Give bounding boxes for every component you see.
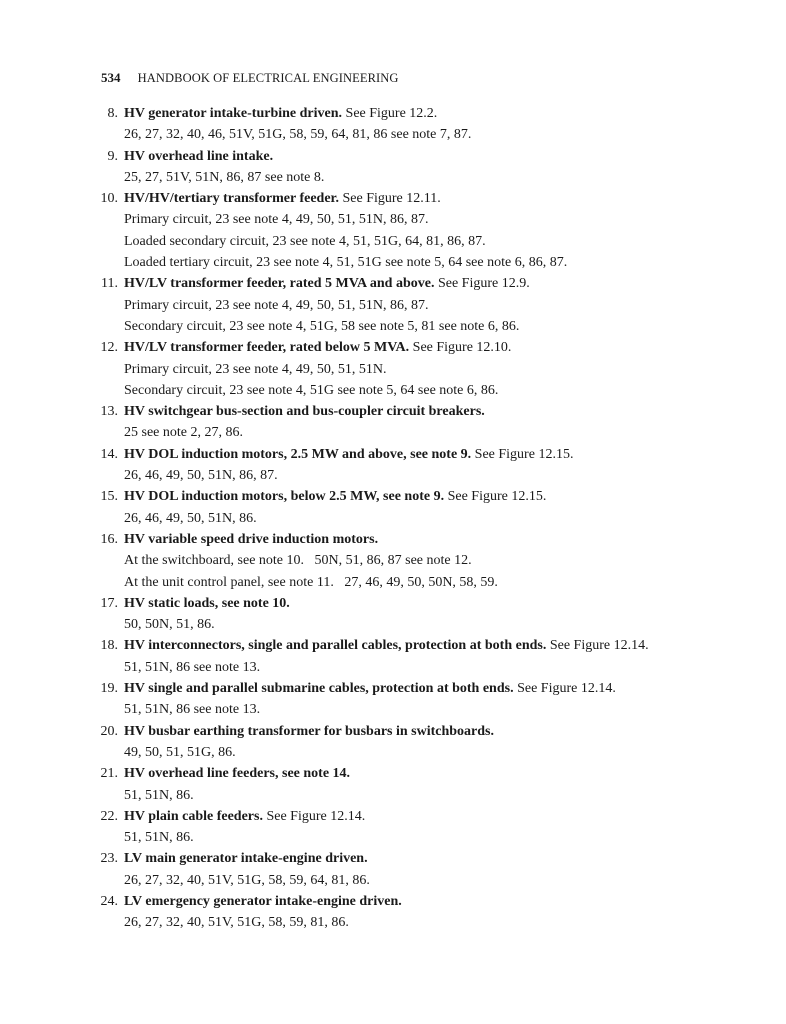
device-numbers: Primary circuit, 23 see note 4, 49, 50, 51, 51N, 86, 87. [124, 212, 429, 228]
device-list-line [0, 124, 786, 145]
figure-reference: See Figure 12.15. [471, 446, 574, 462]
item-title: HV DOL induction motors, 2.5 MW and above, see note 9. [124, 446, 472, 462]
list-item [0, 891, 786, 912]
list-item [0, 337, 786, 358]
running-title: HANDBOOK OF ELECTRICAL ENGINEERING [137, 71, 399, 85]
figure-reference: See Figure 12.2. [342, 106, 438, 121]
list-item [0, 273, 786, 294]
item-heading [124, 103, 437, 124]
list-item [0, 848, 786, 869]
item-title: LV emergency generator intake-engine driven. [124, 893, 402, 909]
device-numbers: 51, 51N, 86 see note 13. [124, 659, 261, 675]
item-title: HV generator intake-turbine driven. [124, 106, 343, 121]
item-number: 18. [100, 638, 118, 654]
item-title: HV/LV transformer feeder, rated 5 MVA and above. [124, 276, 435, 292]
device-numbers: 25, 27, 51V, 51N, 86, 87 see note 8. [124, 169, 325, 185]
device-numbers: 51, 51N, 86. [124, 830, 194, 846]
item-title: HV switchgear bus-section and bus-coupler circuit breakers. [124, 404, 485, 420]
list-item [0, 678, 786, 699]
list-item [0, 635, 786, 656]
device-numbers: 50, 50N, 51, 86. [124, 617, 215, 633]
device-numbers: Secondary circuit, 23 see note 4, 51G, 58 see note 5, 81 see note 6, 86. [124, 318, 520, 334]
figure-reference: See Figure 12.14. [262, 808, 366, 824]
device-numbers: 26, 46, 49, 50, 51N, 86. [124, 510, 257, 526]
item-heading [124, 273, 530, 294]
item-heading [124, 188, 441, 209]
item-number: 12. [100, 340, 118, 356]
item-heading [124, 806, 365, 827]
item-number: 9. [107, 148, 118, 164]
item-title: LV main generator intake-engine driven. [124, 851, 368, 867]
item-heading [124, 593, 290, 614]
item-title: HV DOL induction motors, below 2.5 MW, see note 9. [124, 489, 445, 505]
list-item [0, 103, 786, 124]
device-numbers: Loaded secondary circuit, 23 see note 4, 51, 51G, 64, 81, 86, 87. [124, 233, 486, 249]
item-title: HV overhead line intake. [124, 148, 274, 164]
item-number: 10. [100, 191, 118, 207]
item-number: 11. [101, 276, 118, 292]
device-list-line [0, 657, 786, 678]
device-numbers: 26, 27, 32, 40, 51V, 51G, 58, 59, 64, 81, 86. [124, 872, 370, 888]
device-numbers: Loaded tertiary circuit, 23 see note 4, 51, 51G see note 5, 64 see note 6, 86, 87. [124, 255, 568, 271]
figure-reference: See Figure 12.11. [338, 191, 441, 207]
item-heading [124, 486, 546, 507]
item-title: HV/HV/tertiary transformer feeder. [124, 191, 339, 207]
device-numbers: Secondary circuit, 23 see note 4, 51G see note 5, 64 see note 6, 86. [124, 382, 499, 398]
figure-reference: See Figure 12.9. [434, 276, 530, 292]
device-numbers: At the switchboard, see note 10. 50N, 51, 86, 87 see note 12. [124, 553, 472, 569]
device-numbers: 26, 46, 49, 50, 51N, 86, 87. [124, 468, 278, 484]
list-item [0, 721, 786, 742]
device-list-line [0, 827, 786, 848]
device-list-line [0, 316, 786, 337]
item-title: HV variable speed drive induction motors. [124, 531, 379, 547]
list-item [0, 444, 786, 465]
device-list-line [0, 572, 786, 593]
device-numbers: 51, 51N, 86 see note 13. [124, 702, 261, 718]
list-item [0, 593, 786, 614]
item-number: 13. [100, 404, 118, 420]
device-list-line [0, 550, 786, 571]
device-list-line [0, 295, 786, 316]
item-title: HV plain cable feeders. [124, 808, 263, 824]
device-list-line [0, 252, 786, 273]
item-number: 22. [100, 808, 118, 824]
item-heading [124, 401, 485, 422]
item-title: HV static loads, see note 10. [124, 595, 290, 611]
device-numbers: 26, 27, 32, 40, 46, 51V, 51G, 58, 59, 64, 81, 86 see note 7, 87. [124, 127, 472, 143]
item-heading [124, 337, 511, 358]
item-heading [124, 678, 616, 699]
device-numbers: 51, 51N, 86. [124, 787, 194, 803]
figure-reference: See Figure 12.14. [513, 681, 616, 697]
item-number: 21. [100, 766, 118, 782]
protection-list [0, 103, 786, 934]
item-heading [124, 891, 402, 912]
item-title: HV single and parallel submarine cables, protection at both ends. [124, 681, 514, 697]
item-number: 17. [100, 595, 118, 611]
device-list-line [0, 465, 786, 486]
item-number: 15. [100, 489, 118, 505]
list-item [0, 486, 786, 507]
device-list-line [0, 508, 786, 529]
figure-reference: See Figure 12.15. [444, 489, 547, 505]
device-numbers: At the unit control panel, see note 11. 27, 46, 49, 50, 50N, 58, 59. [124, 574, 498, 590]
device-list-line [0, 785, 786, 806]
item-heading [124, 146, 273, 167]
page-header [101, 70, 399, 86]
item-number: 20. [100, 723, 118, 739]
device-list-line [0, 699, 786, 720]
item-title: HV interconnectors, single and parallel cables, protection at both ends. [124, 638, 547, 654]
figure-reference: See Figure 12.10. [409, 340, 512, 356]
item-title: HV overhead line feeders, see note 14. [124, 766, 351, 782]
figure-reference: See Figure 12.14. [546, 638, 649, 654]
item-number: 23. [100, 851, 118, 867]
device-list-line [0, 380, 786, 401]
device-list-line [0, 359, 786, 380]
list-item [0, 401, 786, 422]
item-number: 16. [100, 531, 118, 547]
item-number: 14. [100, 446, 118, 462]
device-list-line [0, 742, 786, 763]
device-list-line [0, 167, 786, 188]
device-list-line [0, 614, 786, 635]
page-number: 534 [101, 70, 121, 85]
item-number: 8. [107, 106, 118, 121]
list-item [0, 763, 786, 784]
item-heading [124, 529, 378, 550]
list-item [0, 146, 786, 167]
device-numbers: 25 see note 2, 27, 86. [124, 425, 243, 441]
device-list-line [0, 231, 786, 252]
item-heading [124, 635, 649, 656]
list-item [0, 188, 786, 209]
device-list-line [0, 422, 786, 443]
list-item [0, 806, 786, 827]
item-heading [124, 444, 573, 465]
device-list-line [0, 209, 786, 230]
device-numbers: 49, 50, 51, 51G, 86. [124, 744, 236, 760]
item-number: 19. [100, 681, 118, 697]
item-number: 24. [100, 893, 118, 909]
device-numbers: Primary circuit, 23 see note 4, 49, 50, 51, 51N, 86, 87. [124, 297, 429, 313]
item-heading [124, 721, 494, 742]
device-numbers: Primary circuit, 23 see note 4, 49, 50, 51, 51N. [124, 361, 387, 377]
item-heading [124, 763, 350, 784]
item-heading [124, 848, 368, 869]
item-title: HV/LV transformer feeder, rated below 5 MVA. [124, 340, 410, 356]
device-numbers: 26, 27, 32, 40, 51V, 51G, 58, 59, 81, 86. [124, 915, 349, 931]
device-list-line [0, 912, 786, 933]
list-item [0, 529, 786, 550]
device-list-line [0, 870, 786, 891]
item-title: HV busbar earthing transformer for busbars in switchboards. [124, 723, 495, 739]
